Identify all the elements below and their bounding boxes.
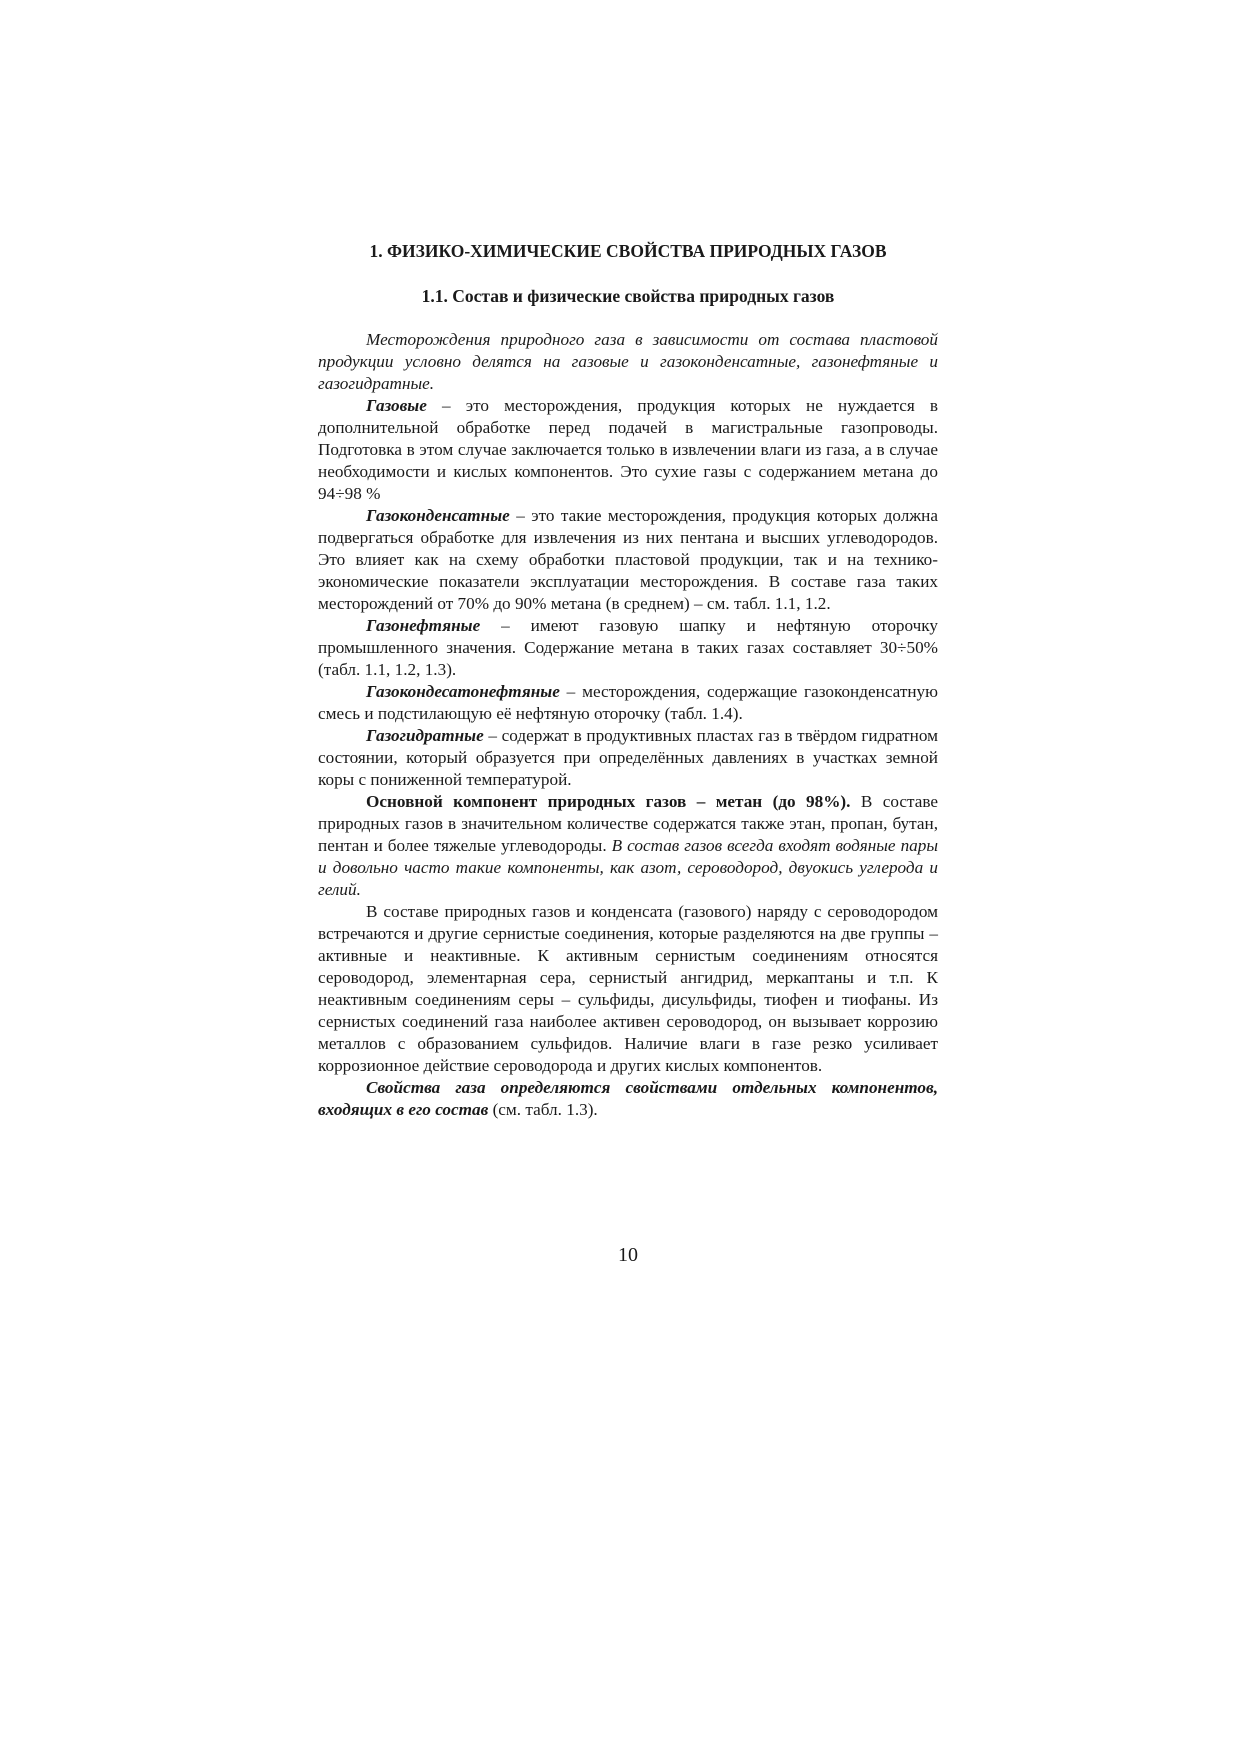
paragraph-gas-properties bbox=[318, 1077, 938, 1121]
text-gas: – это месторождения, продукция которых не нуждается в дополнительной обработке перед подачей в магистральные газопроводы. Подготовка в этом случае заключается только в извлечении влаги из газа, а в случае необходимости и кислых компонентов. Это сухие газы с содержанием метана до 94÷98 % bbox=[318, 396, 938, 503]
term-gas-oil: Газонефтяные bbox=[366, 616, 481, 635]
paragraph-condensate-oil-fields bbox=[318, 681, 938, 725]
chapter-title: 1. ФИЗИКО-ХИМИЧЕСКИЕ СВОЙСТВА ПРИРОДНЫХ ГАЗОВ bbox=[369, 241, 887, 261]
term-condensate: Газоконденсатные bbox=[366, 506, 510, 525]
properties-reference: (см. табл. 1.3). bbox=[488, 1100, 598, 1119]
paragraph-gas-fields bbox=[318, 395, 938, 505]
intro-paragraph bbox=[318, 329, 938, 395]
text-gas-oil: – имеют газовую шапку и нефтяную оторочку промышленного значения. Содержание метана в таких газах составляет 30÷50% (табл. 1.1, 1.2, 1.3). bbox=[318, 616, 938, 679]
main-component-heading: Основной компонент природных газов – метан (до 98%). bbox=[366, 792, 851, 811]
paragraph-sulfur-compounds: В составе природных газов и конденсата (газового) наряду с сероводородом встречаются и другие сернистые соединения, которые разделяются на две группы – активные и неактивные. К активным сернистым соединениям относятся сероводород, элементарная сера, сернистый ангидрид, меркаптаны и т.п. К неактивным соединениям серы – сульфиды, дисульфиды, тиофен и тиофаны. Из сернистых соединений газа наиболее активен сероводород, он вызывает коррозию металлов с образованием сульфидов. Наличие влаги в газе резко усиливает коррозионное действие сероводорода и других кислых компонентов. bbox=[318, 902, 938, 1075]
main-component-italic: В состав газов всегда входят водяные пары и довольно часто такие компоненты, как азот, сероводород, двуокись углерода и гелий. bbox=[318, 836, 938, 899]
term-gas: Газовые bbox=[366, 396, 427, 415]
term-condensate-oil: Газокондесатонефтяные bbox=[366, 682, 560, 701]
section-title: 1.1. Состав и физические свойства природных газов bbox=[421, 286, 835, 306]
text-hydrate: – содержат в продуктивных пластах газ в твёрдом гидратном состоянии, который образуется при определённых давлениях в участках земной коры с пониженной температурой. bbox=[318, 726, 938, 789]
main-component-text: В составе природных газов в значительном количестве содержатся также этан, пропан, бутан, пентан и более тяжелые углеводороды. bbox=[318, 792, 938, 855]
text-condensate-oil: – месторождения, содержащие газоконденсатную смесь и подстилающую её нефтяную оторочку (табл. 1.4). bbox=[318, 682, 938, 723]
term-hydrate: Газогидратные bbox=[366, 726, 484, 745]
paragraph-main-component bbox=[318, 791, 938, 901]
intro-text: Месторождения природного газа в зависимости от состава пластовой продукции условно делятся на газовые и газоконденсатные, газонефтяные и газогидратные. bbox=[318, 330, 938, 393]
properties-statement: Свойства газа определяются свойствами отдельных компонентов, входящих в его состав bbox=[318, 1078, 938, 1119]
page-number: 10 bbox=[618, 1244, 638, 1266]
paragraph-hydrate-fields bbox=[318, 725, 938, 791]
paragraph-condensate-fields bbox=[318, 505, 938, 615]
paragraph-gas-oil-fields bbox=[318, 615, 938, 681]
body-text bbox=[318, 329, 938, 1121]
text-condensate: – это такие месторождения, продукция которых должна подвергаться обработке для извлечения из них пентана и высших углеводородов. Это влияет как на схему обработки пластовой продукции, так и на технико-экономические показатели эксплуатации месторождения. В составе газа таких месторождений от 70% до 90% метана (в среднем) – см. табл. 1.1, 1.2. bbox=[318, 506, 938, 613]
